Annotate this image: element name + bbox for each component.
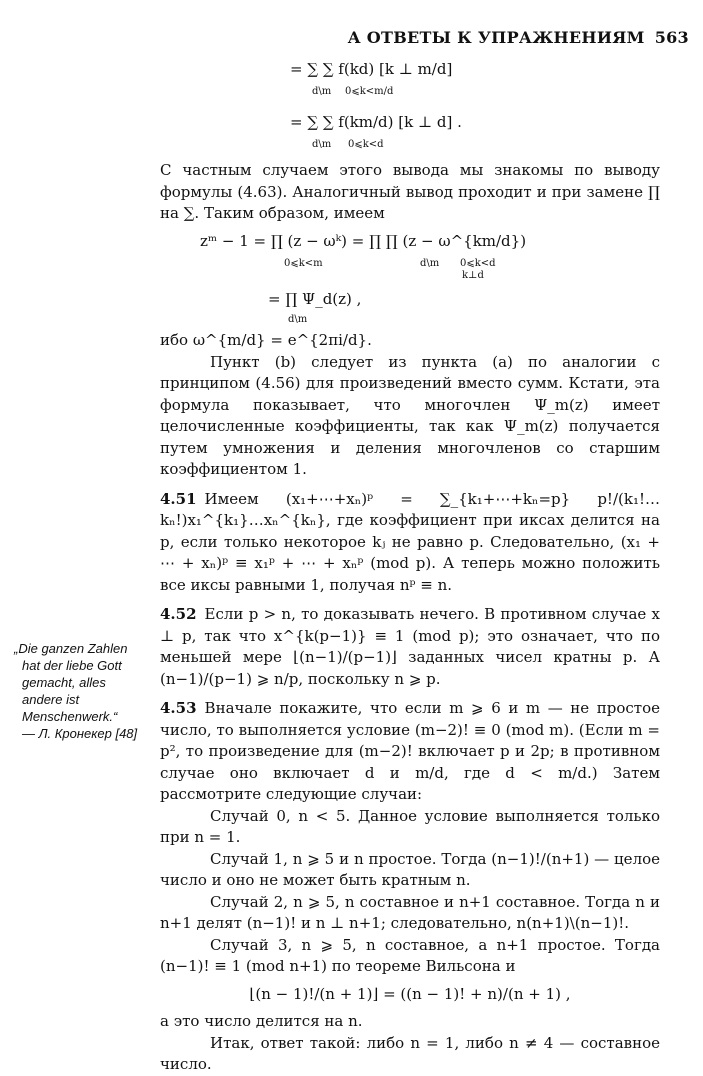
- case-0: Случай 0, n < 5. Данное условие выполняется только при n = 1.: [160, 806, 660, 846]
- page-number: 563: [654, 28, 689, 47]
- exercise-text: Если p > n, то доказывать нечего. В противном случае x ⊥ p, так что x^{k(p−1)} ≡ 1 (mod p); это означает, что по меньшей мере ⌊(n−1)/(p−1)⌋ заданных чисел кратны p. А (n−1)/(p−1) ⩾ n/p, поскольку n ⩾ p.: [160, 605, 660, 688]
- equation-1-line-2: = ∑ ∑ f(km/d) [k ⊥ d] .: [290, 113, 462, 131]
- case-2: Случай 2, n ⩾ 5, n составное и n+1 составное. Тогда n и n+1 делят (n−1)! и n ⊥ n+1; следовательно, n(n+1)\(n−1)!.: [160, 892, 660, 932]
- paragraph-intro: [160, 160, 660, 225]
- exercise-number: 4.52: [160, 605, 197, 623]
- equation-2-sub-2: d\m: [420, 258, 440, 269]
- paragraph-3: Пункт (b) следует из пункта (a) по аналогии с принципом (4.56) для произведений вместо сумм. Кстати, эта формула показывает, что многочлен Ψ_m(z) имеет целочисленные коэффициенты, так как Ψ_m(z) получается путем умножения и деления многочленов со старшим коэффициентом 1.: [160, 352, 660, 478]
- exercise-text: Вначале покажите, что если m ⩾ 6 и m — не простое число, то выполняется условие (m−2)! ≡ 0 (mod m). (Если m = p², то произведение для (m−2)! включает p и 2p; в противном случае оно включает d и m/d, где d < m/d.) Затем рассмотрите следующие случаи:: [160, 699, 660, 803]
- header-title: А ОТВЕТЫ К УПРАЖНЕНИЯМ: [347, 28, 645, 47]
- equation-1-sub-d: 0⩽k<d: [348, 139, 384, 150]
- exercise-4-53: [160, 698, 660, 806]
- case-3: Случай 3, n ⩾ 5, n составное, а n+1 простое. Тогда (n−1)! ≡ 1 (mod n+1) по теореме Вильсона и: [160, 935, 660, 975]
- text-block-main: [160, 330, 660, 1076]
- exercise-text: Имеем (x₁+⋯+xₙ)ᵖ = ∑_{k₁+⋯+kₙ=p} p!/(k₁!…kₙ!)x₁^{k₁}…xₙ^{kₙ}, где коэффициент при иксах делится на p, если только некоторое kⱼ не равно p. Следовательно, (x₁ + ⋯ + xₙ)ᵖ ≡ x₁ᵖ + ⋯ + xₙᵖ (mod p). А теперь можно положить все иксы равными 1, получая nᵖ ≡ n.: [160, 489, 660, 594]
- equation-3: ⌊(n − 1)!/(n + 1)⌋ = ((n − 1)! + n)/(n + 1) ,: [249, 984, 571, 1003]
- margin-quote: [14, 640, 154, 742]
- quote-line: Menschenwerk.“: [22, 709, 118, 724]
- equation-2-line-2: = ∏ Ψ_d(z) ,: [268, 290, 362, 308]
- quote-line: andere ist: [22, 692, 80, 707]
- equation-1-line-1: = ∑ ∑ f(kd) [k ⊥ m/d]: [290, 60, 453, 78]
- running-header: [348, 28, 689, 47]
- paragraph-4: а это число делится на n.: [160, 1012, 363, 1030]
- equation-2-line-1: zᵐ − 1 = ∏ (z − ωᵏ) = ∏ ∏ (z − ω^{km/d}): [200, 232, 527, 250]
- equation-2-sub-1: 0⩽k<m: [284, 258, 323, 269]
- equation-1-sub-a: d\m: [312, 86, 332, 97]
- equation-2-sub-4: d\m: [288, 314, 308, 325]
- equation-2-sub-3b: k⊥d: [462, 270, 484, 281]
- paragraph-2: ибо ω^{m/d} = e^{2πi/d}.: [160, 331, 372, 349]
- paragraph-5: Итак, ответ такой: либо n = 1, либо n ≠ 4 — составное число.: [160, 1033, 660, 1073]
- quote-line: hat der liebe Gott: [22, 658, 122, 673]
- quote-line: gemacht, alles: [22, 675, 106, 690]
- equation-2-sub-3a: 0⩽k<d: [460, 258, 496, 269]
- equation-1-sub-b: 0⩽k<m/d: [345, 86, 394, 97]
- quote-author: — Л. Кронекер [48]: [22, 726, 138, 741]
- exercise-4-51: [160, 489, 660, 597]
- exercise-number: 4.53: [160, 699, 197, 717]
- exercise-4-52: [160, 604, 660, 690]
- case-1: Случай 1, n ⩾ 5 и n простое. Тогда (n−1)!/(n+1) — целое число и оно не может быть кратным n.: [160, 849, 660, 889]
- exercise-number: 4.51: [160, 489, 197, 508]
- equation-1-sub-c: d\m: [312, 139, 332, 150]
- paragraph-1: С частным случаем этого вывода мы знакомы по выводу формулы (4.63). Аналогичный вывод проходит и при замене ∏ на ∑. Таким образом, имеем: [160, 161, 660, 222]
- quote-line: „Die ganzen Zahlen: [14, 641, 128, 656]
